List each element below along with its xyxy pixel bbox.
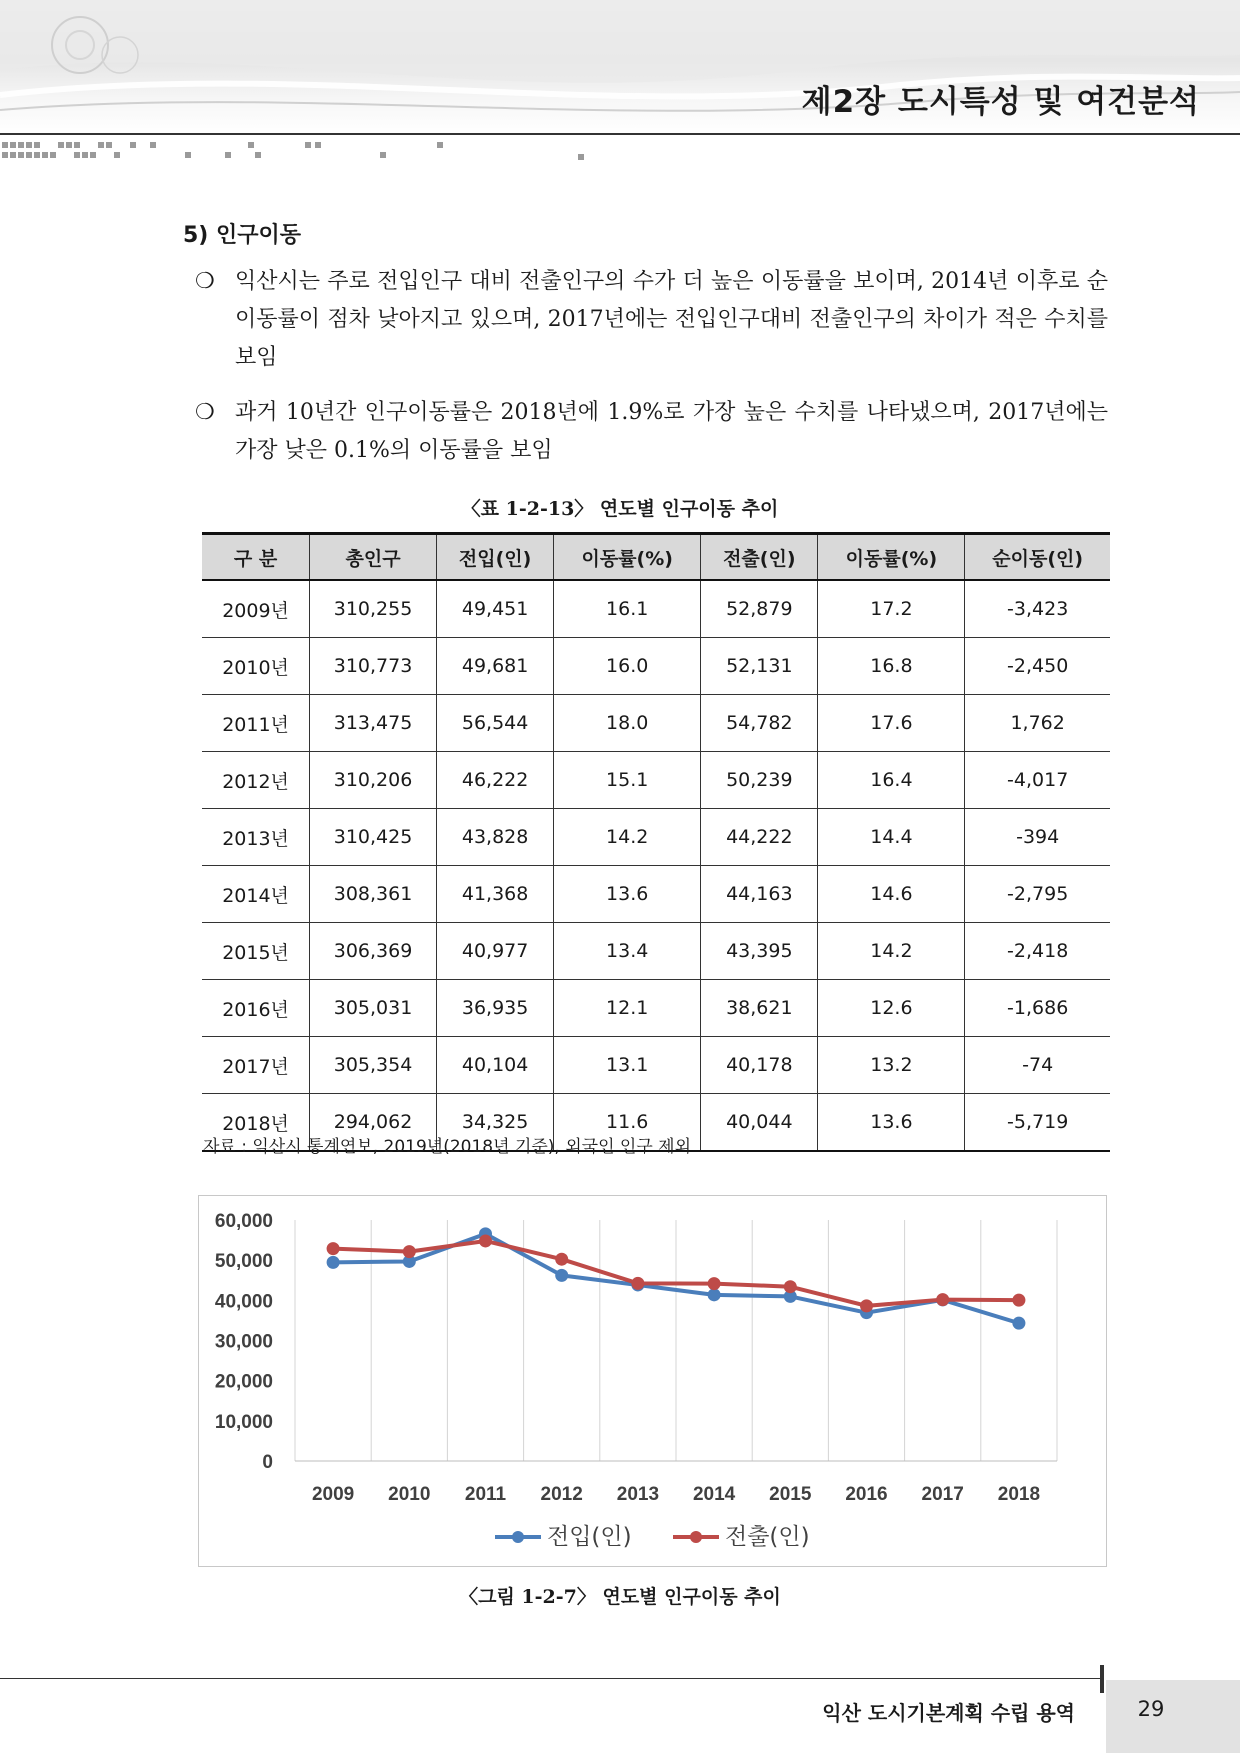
y-tick-label: 20,000	[214, 1371, 273, 1393]
table-cell: 16.8	[818, 638, 965, 695]
x-tick-label: 2014	[692, 1484, 736, 1505]
data-point	[479, 1234, 492, 1247]
data-point	[327, 1256, 340, 1269]
table-cell: -394	[965, 809, 1110, 866]
data-point	[784, 1280, 797, 1293]
table-row	[202, 695, 1110, 752]
table-cell: 310,425	[310, 809, 437, 866]
column-header: 구 분	[202, 534, 310, 581]
table-cell: 313,475	[310, 695, 437, 752]
table-cell: 40,104	[436, 1037, 553, 1094]
year-cell: 2009년	[202, 580, 310, 638]
x-tick-label: 2011	[464, 1484, 507, 1505]
x-tick-label: 2017	[921, 1484, 964, 1505]
bullet-icon: ❍	[195, 400, 215, 425]
table-cell: 41,368	[436, 866, 553, 923]
paragraph-text: 익산시는 주로 전입인구 대비 전출인구의 수가 더 높은 이동률을 보이며, 2014년 이후로 순이동률이 점차 낮아지고 있으며, 2017년에는 전입인구대비 전출인구의 차이가 적은 수치를 보임	[235, 269, 1108, 370]
table-cell: 310,206	[310, 752, 437, 809]
table-cell: 43,828	[436, 809, 553, 866]
table-cell: 14.2	[818, 923, 965, 980]
table-cell: 14.6	[818, 866, 965, 923]
table-cell: 50,239	[701, 752, 818, 809]
table-cell: 12.6	[818, 980, 965, 1037]
column-header: 순이동(인)	[965, 534, 1110, 581]
year-cell: 2012년	[202, 752, 310, 809]
table-cell: 13.6	[554, 866, 701, 923]
table-cell: -4,017	[965, 752, 1110, 809]
chart-frame	[198, 1195, 1107, 1567]
x-tick-label: 2012	[540, 1484, 583, 1505]
table-cell: 305,354	[310, 1037, 437, 1094]
table-cell: 11.6	[554, 1094, 701, 1152]
data-point	[555, 1253, 568, 1266]
table-cell: -2,418	[965, 923, 1110, 980]
footer-rule	[0, 1678, 1100, 1679]
table-cell: 308,361	[310, 866, 437, 923]
table-cell: 40,044	[701, 1094, 818, 1152]
year-cell: 2010년	[202, 638, 310, 695]
table-cell: -2,795	[965, 866, 1110, 923]
chapter-title: 제2장 도시특성 및 여건분석	[801, 84, 1200, 120]
x-tick-label: 2009	[311, 1484, 355, 1505]
table-cell: 49,451	[436, 580, 553, 638]
table-row	[202, 580, 1110, 638]
table-header-row	[202, 534, 1110, 581]
data-point	[1012, 1294, 1025, 1307]
table-row	[202, 1037, 1110, 1094]
table-cell: 294,062	[310, 1094, 437, 1152]
page-number: 29	[1137, 1697, 1165, 1721]
year-cell: 2018년	[202, 1094, 310, 1152]
table-cell: -1,686	[965, 980, 1110, 1037]
column-header: 이동률(%)	[818, 534, 965, 581]
paragraph-text: 과거 10년간 인구이동률은 2018년에 1.9%로 가장 높은 수치를 나타냈으며, 2017년에는 가장 낮은 0.1%의 이동률을 보임	[235, 400, 1108, 463]
legend-marker	[690, 1531, 702, 1543]
table-cell: 310,773	[310, 638, 437, 695]
x-tick-label: 2015	[769, 1484, 812, 1505]
x-tick-label: 2016	[845, 1484, 888, 1505]
table-cell: 14.4	[818, 809, 965, 866]
table-cell: 13.1	[554, 1037, 701, 1094]
table-row	[202, 923, 1110, 980]
column-header: 이동률(%)	[554, 534, 701, 581]
x-tick-label: 2018	[997, 1484, 1041, 1505]
table-cell: 52,131	[701, 638, 818, 695]
data-point	[555, 1269, 568, 1282]
year-cell: 2015년	[202, 923, 310, 980]
bullet-icon: ❍	[195, 269, 215, 294]
table-cell: 310,255	[310, 580, 437, 638]
y-tick-label: 30,000	[214, 1331, 273, 1353]
table-cell: -3,423	[965, 580, 1110, 638]
table-cell: 40,178	[701, 1037, 818, 1094]
table-cell: 17.2	[818, 580, 965, 638]
y-tick-label: 50,000	[214, 1251, 273, 1273]
year-cell: 2013년	[202, 809, 310, 866]
data-point	[631, 1277, 644, 1290]
data-point	[327, 1242, 340, 1255]
table-cell: 13.2	[818, 1037, 965, 1094]
table-cell: -2,450	[965, 638, 1110, 695]
table-cell: 16.1	[554, 580, 701, 638]
table-caption: 〈표 1-2-13〉 연도별 인구이동 추이	[461, 498, 779, 520]
table-cell: -5,719	[965, 1094, 1110, 1152]
table-cell: 49,681	[436, 638, 553, 695]
legend-label: 전출(인)	[725, 1524, 810, 1550]
table-source-note: 자료 : 익산시 통계연보, 2019년(2018년 기준), 외국인 인구 제외	[203, 1137, 691, 1157]
table-cell: 40,977	[436, 923, 553, 980]
y-tick-label: 0	[262, 1452, 273, 1473]
data-point	[1012, 1317, 1025, 1330]
table-cell: 52,879	[701, 580, 818, 638]
table-row	[202, 809, 1110, 866]
footer-title: 익산 도시기본계획 수립 용역	[822, 1701, 1075, 1725]
footer-divider	[1100, 1665, 1104, 1693]
year-cell: 2016년	[202, 980, 310, 1037]
table-cell: 36,935	[436, 980, 553, 1037]
data-point	[708, 1288, 721, 1301]
table-cell: 44,222	[701, 809, 818, 866]
table-cell: 44,163	[701, 866, 818, 923]
table-cell: 46,222	[436, 752, 553, 809]
table-cell: 34,325	[436, 1094, 553, 1152]
table-cell: 56,544	[436, 695, 553, 752]
migration-table	[202, 532, 1110, 1152]
column-header: 전입(인)	[436, 534, 553, 581]
table-row	[202, 638, 1110, 695]
table-cell: 17.6	[818, 695, 965, 752]
table-cell: 305,031	[310, 980, 437, 1037]
table-cell: 12.1	[554, 980, 701, 1037]
data-point	[403, 1245, 416, 1258]
year-cell: 2011년	[202, 695, 310, 752]
table-cell: 16.4	[818, 752, 965, 809]
table-cell: 54,782	[701, 695, 818, 752]
paragraph-2	[195, 394, 1108, 470]
table-cell: 16.0	[554, 638, 701, 695]
section-title: 5) 인구이동	[183, 223, 302, 248]
header-dot-pattern	[0, 138, 600, 164]
table-cell: 15.1	[554, 752, 701, 809]
table-row	[202, 980, 1110, 1037]
figure-caption: 〈그림 1-2-7〉 연도별 인구이동 추이	[459, 1586, 781, 1608]
paragraph-1	[195, 263, 1108, 377]
table-cell: 14.2	[554, 809, 701, 866]
table-cell: 43,395	[701, 923, 818, 980]
table-row	[202, 752, 1110, 809]
table-cell: 13.6	[818, 1094, 965, 1152]
header-rule	[0, 133, 1240, 135]
data-point	[936, 1293, 949, 1306]
x-tick-label: 2010	[388, 1484, 431, 1505]
column-header: 전출(인)	[701, 534, 818, 581]
y-tick-label: 60,000	[214, 1211, 273, 1232]
table-cell: 306,369	[310, 923, 437, 980]
x-tick-label: 2013	[616, 1484, 660, 1505]
year-cell: 2014년	[202, 866, 310, 923]
migration-line-chart	[199, 1196, 1106, 1566]
table-cell: -74	[965, 1037, 1110, 1094]
table-row	[202, 866, 1110, 923]
y-tick-label: 40,000	[214, 1291, 273, 1313]
column-header: 총인구	[310, 534, 437, 581]
table-body	[202, 580, 1110, 1151]
legend-label: 전입(인)	[547, 1524, 632, 1550]
data-point	[860, 1299, 873, 1312]
year-cell: 2017년	[202, 1037, 310, 1094]
y-tick-label: 10,000	[214, 1411, 273, 1433]
table-cell: 1,762	[965, 695, 1110, 752]
table-cell: 18.0	[554, 695, 701, 752]
legend-marker	[512, 1531, 524, 1543]
table-cell: 13.4	[554, 923, 701, 980]
table-cell: 38,621	[701, 980, 818, 1037]
data-point	[708, 1277, 721, 1290]
